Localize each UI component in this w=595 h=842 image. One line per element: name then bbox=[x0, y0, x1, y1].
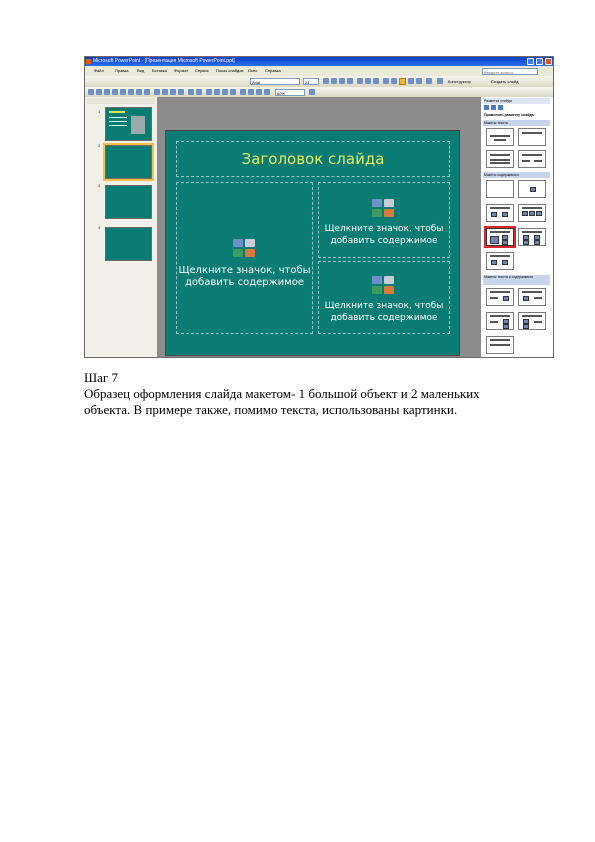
color-grayscale-icon[interactable] bbox=[264, 89, 270, 95]
spelling-icon[interactable] bbox=[144, 89, 150, 95]
left-content-placeholder[interactable] bbox=[176, 182, 313, 334]
top-right-content-placeholder[interactable] bbox=[318, 182, 450, 258]
step-heading: Шаг 7 bbox=[84, 370, 118, 385]
window-title: Microsoft PowerPoint - [Презентация Microsoft PowerPoint.ppt] bbox=[93, 58, 235, 64]
back-icon[interactable] bbox=[484, 105, 489, 110]
thumb-number-2: 2 bbox=[98, 143, 101, 148]
powerpoint-screenshot bbox=[84, 56, 554, 358]
menu-help[interactable]: Справка bbox=[265, 68, 281, 73]
bottom-right-content-placeholder[interactable] bbox=[318, 261, 450, 334]
bottom-right-placeholder-text: Щелкните значок, чтобы добавить содержимое bbox=[324, 301, 444, 323]
caption-line-1: Образец оформления слайда макетом- 1 большой объект и 2 маленьких bbox=[84, 386, 480, 401]
new-slide-button[interactable]: Создать слайд bbox=[491, 78, 519, 84]
bold-icon[interactable] bbox=[323, 78, 329, 84]
align-left-icon[interactable] bbox=[357, 78, 363, 84]
save-icon[interactable] bbox=[104, 89, 110, 95]
menu-file[interactable]: Файл bbox=[94, 68, 104, 73]
menu-view[interactable]: Вид bbox=[137, 68, 145, 73]
insert-content-icon[interactable] bbox=[233, 239, 259, 259]
layout-content[interactable] bbox=[518, 180, 546, 198]
slide-thumbnail-4[interactable] bbox=[105, 227, 152, 261]
font-name-select[interactable]: Arial bbox=[250, 78, 300, 85]
design-button[interactable]: Конструктор bbox=[448, 78, 471, 84]
layout-title-two-content[interactable] bbox=[518, 204, 546, 222]
thumb-number-3: 3 bbox=[98, 183, 101, 188]
slide-thumbnail-3[interactable] bbox=[105, 185, 152, 219]
hyperlink-icon[interactable] bbox=[230, 89, 236, 95]
slide-thumbnail-1[interactable] bbox=[105, 107, 152, 141]
permission-icon[interactable] bbox=[112, 89, 118, 95]
insert-content-icon[interactable] bbox=[372, 199, 398, 219]
underline-icon[interactable] bbox=[339, 78, 345, 84]
selected-layout-highlight bbox=[484, 226, 516, 248]
menu-tools[interactable]: Сервис bbox=[195, 68, 209, 73]
menu-bar bbox=[85, 66, 553, 76]
format-painter-icon[interactable] bbox=[178, 89, 184, 95]
cut-icon[interactable] bbox=[154, 89, 160, 95]
expand-all-icon[interactable] bbox=[240, 89, 246, 95]
zoom-select[interactable]: 60% bbox=[275, 89, 305, 96]
section-content-layouts: Макеты содержимого bbox=[483, 172, 550, 178]
top-right-placeholder-text: Щелкните значок, чтобы добавить содержимое bbox=[324, 224, 444, 246]
chart-icon[interactable] bbox=[206, 89, 212, 95]
slides-thumbnail-pane bbox=[85, 97, 158, 357]
paste-icon[interactable] bbox=[170, 89, 176, 95]
menu-window[interactable]: Окно bbox=[248, 68, 258, 73]
numbering-icon[interactable] bbox=[383, 78, 389, 84]
help-icon[interactable] bbox=[309, 89, 315, 95]
close-button[interactable] bbox=[545, 58, 552, 65]
layout-title-slide[interactable] bbox=[486, 128, 514, 146]
task-pane-title: Разметка слайда bbox=[483, 98, 550, 104]
slide-editing-area bbox=[157, 97, 480, 357]
minimize-button[interactable] bbox=[527, 58, 534, 65]
section-text-layouts: Макеты текста bbox=[483, 120, 550, 126]
increase-font-icon[interactable] bbox=[408, 78, 414, 84]
home-icon[interactable] bbox=[498, 105, 503, 110]
thumb-number-1: 1 bbox=[98, 109, 101, 114]
bullets-icon[interactable] bbox=[391, 78, 397, 84]
section-text-content-layouts: Макеты текста и содержимого bbox=[483, 275, 550, 285]
tables-borders-icon[interactable] bbox=[222, 89, 228, 95]
powerpoint-icon bbox=[86, 59, 91, 64]
menu-slideshow[interactable]: Показ слайдов bbox=[216, 68, 244, 73]
layout-text-content-1[interactable] bbox=[486, 288, 514, 306]
preview-icon[interactable] bbox=[136, 89, 142, 95]
design-icon[interactable] bbox=[437, 78, 443, 84]
slide-thumbnail-2[interactable] bbox=[105, 145, 152, 179]
slide bbox=[165, 130, 460, 356]
title-placeholder[interactable] bbox=[176, 141, 450, 177]
print-icon[interactable] bbox=[128, 89, 134, 95]
layout-title-content[interactable] bbox=[486, 204, 514, 222]
menu-format[interactable]: Формат bbox=[174, 68, 189, 73]
layout-two-columns[interactable] bbox=[518, 150, 546, 168]
email-icon[interactable] bbox=[120, 89, 126, 95]
slide-title: Заголовок слайда bbox=[241, 150, 385, 168]
open-icon[interactable] bbox=[96, 89, 102, 95]
slide-layout-task-pane bbox=[480, 97, 554, 357]
help-question-input[interactable]: Введите вопрос bbox=[482, 68, 538, 75]
layout-text-content-2[interactable] bbox=[518, 288, 546, 306]
layout-title-only[interactable] bbox=[518, 128, 546, 146]
align-center-icon[interactable] bbox=[365, 78, 371, 84]
align-right-icon[interactable] bbox=[373, 78, 379, 84]
table-icon[interactable] bbox=[214, 89, 220, 95]
grid-icon[interactable] bbox=[256, 89, 262, 95]
insert-content-icon[interactable] bbox=[372, 276, 398, 296]
apply-layout-label: Применить разметку слайда: bbox=[484, 113, 535, 117]
highlighted-tool-icon[interactable] bbox=[399, 78, 406, 85]
font-size-select[interactable]: 24 bbox=[303, 78, 319, 85]
new-icon[interactable] bbox=[88, 89, 94, 95]
copy-icon[interactable] bbox=[162, 89, 168, 95]
window-titlebar bbox=[85, 57, 553, 66]
layout-text-content-4[interactable] bbox=[518, 312, 546, 330]
menu-insert[interactable]: Вставка bbox=[152, 68, 167, 73]
layout-four-content[interactable] bbox=[518, 228, 546, 246]
layout-text-content-3[interactable] bbox=[486, 312, 514, 330]
left-placeholder-text: Щелкните значок, чтобы добавить содержимое bbox=[178, 265, 311, 288]
show-formatting-icon[interactable] bbox=[248, 89, 254, 95]
menu-edit[interactable]: Правка bbox=[115, 68, 129, 73]
layout-title-text[interactable] bbox=[486, 150, 514, 168]
layout-content-variant[interactable] bbox=[486, 252, 514, 270]
pane-tabs[interactable] bbox=[87, 98, 155, 104]
italic-icon[interactable] bbox=[331, 78, 337, 84]
maximize-button[interactable] bbox=[536, 58, 543, 65]
thumb-number-4: 4 bbox=[98, 225, 101, 230]
caption-line-2: объекта. В примере также, помимо текста, использованы картинки. bbox=[84, 402, 458, 417]
redo-icon[interactable] bbox=[196, 89, 202, 95]
shadow-icon[interactable] bbox=[347, 78, 353, 84]
layout-blank[interactable] bbox=[486, 180, 514, 198]
forward-icon[interactable] bbox=[491, 105, 496, 110]
layout-text-content-5[interactable] bbox=[486, 336, 514, 354]
font-color-icon[interactable] bbox=[426, 78, 432, 84]
undo-icon[interactable] bbox=[188, 89, 194, 95]
decrease-font-icon[interactable] bbox=[416, 78, 422, 84]
